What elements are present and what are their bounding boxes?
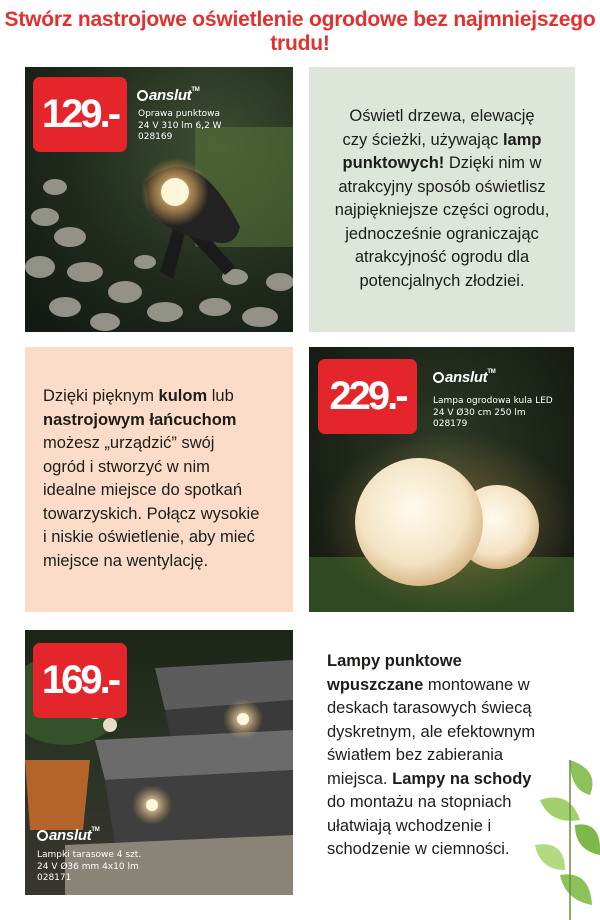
brand-logo: anslut™ — [37, 827, 99, 844]
price-badge: 229.- — [318, 359, 417, 434]
product-name: Oprawa punktowa — [138, 109, 220, 119]
price-badge: 129.- — [33, 77, 127, 152]
product-name: Lampki tarasowe 4 szt. — [37, 850, 142, 860]
brand-logo: anslut™ — [433, 369, 495, 386]
brand-mark-icon — [137, 90, 148, 101]
brand-mark-icon — [433, 372, 444, 383]
product-code: 028179 — [433, 419, 468, 429]
page-headline: Stwórz nastrojowe oświetlenie ogrodowe bez najmniejszego trudu! — [4, 8, 596, 55]
product-info — [138, 109, 222, 144]
text-panel-globes — [25, 347, 293, 612]
product-code: 028171 — [37, 873, 72, 883]
product-code: 028169 — [138, 132, 173, 142]
product-photo-deck-lights[interactable] — [25, 630, 293, 895]
product-spec: 24 V Ø36 mm 4x10 lm — [37, 861, 139, 872]
product-photo-spotlight[interactable] — [25, 67, 293, 332]
price-badge: 169.- — [33, 643, 127, 718]
product-spec: 24 V Ø30 cm 250 lm — [433, 407, 526, 418]
product-spec: 24 V 310 lm 6,2 W — [138, 120, 222, 131]
product-info — [37, 850, 141, 885]
description-text: Dzięki pięknym kulom lub nastrojowym łańcuchom możesz „urządzić” swój ogród i stworzyć w nim idealne miejsce do spotkań towarzyskich. Połącz wysokie i niskie oświetlenie, aby mieć miejsce na wentylację. — [43, 387, 260, 570]
decorative-leaves-icon — [530, 760, 600, 920]
text-panel-spotlights — [309, 67, 575, 332]
description-text: Oświetl drzewa, elewację czy ścieżki, używając lamp punktowych! Dzięki nim w atrakcyjny sposób oświetlisz najpiękniejsze części ogrodu, jednocześnie ograniczając atrakcyjność ogrodu dla potencjalnych złodziei. — [334, 107, 550, 290]
brand-mark-icon — [37, 830, 48, 841]
product-photo-globe-lamp[interactable] — [309, 347, 574, 612]
brand-logo: anslut™ — [137, 87, 199, 104]
product-name: Lampa ogrodowa kula LED — [433, 396, 553, 406]
description-text: Lampy punktowe wpuszczane montowane w deskach tarasowych świecą dyskretnym, ale efektownym światłem bez zabierania miejsca. Lampy na schody do montażu na stopniach ułatwiają wchodzenie i schodzenie w ciemności. — [327, 652, 536, 858]
product-info — [433, 396, 553, 431]
